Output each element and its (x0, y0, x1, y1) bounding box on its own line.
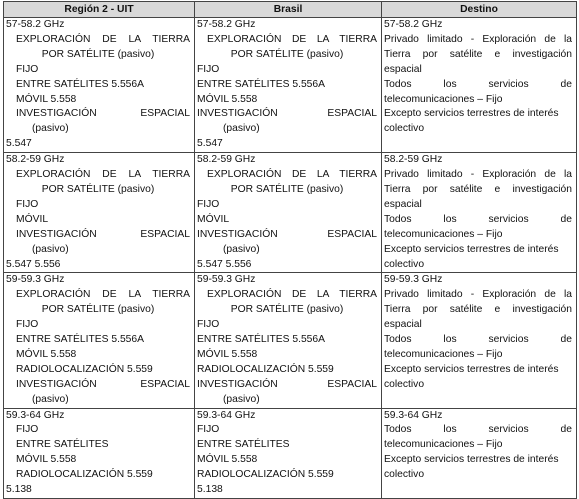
footnote-line: 5.547 (6, 138, 32, 150)
service-line: (pasivo) (223, 123, 260, 135)
service-line: FIJO (16, 424, 39, 436)
destino-line: Privado limitado - Exploración de la Tierra por satélite e investigación espacial (384, 33, 572, 75)
service-line: (pasivo) (32, 243, 69, 255)
service-line: INVESTIGACIÓN ESPACIAL (16, 378, 190, 390)
destino-cell (382, 153, 577, 273)
service-line: ENTRE SATÉLITES 5.556A (197, 78, 325, 90)
band-label: 58.2-59 GHz (6, 154, 65, 166)
service-line: (pasivo) (32, 393, 69, 405)
service-line: MÓVIL 5.558 (16, 348, 77, 360)
service-line: (pasivo) (32, 123, 69, 135)
service-line: RADIOLOCALIZACIÓN 5.559 (197, 363, 334, 375)
service-line: POR SATÉLITE (pasivo) (41, 304, 155, 316)
band-label: 59-59.3 GHz (197, 274, 256, 286)
brasil-cell (195, 153, 382, 273)
header-destino: Destino (382, 2, 577, 18)
service-line: RADIOLOCALIZACIÓN 5.559 (16, 469, 153, 481)
header-region2-uit: Región 2 - UIT (4, 2, 195, 18)
destino-line: Todos los servicios de telecomunicaciones – Fijo (384, 78, 572, 105)
band-label: 59-59.3 GHz (384, 274, 443, 286)
service-line: FIJO (197, 319, 220, 331)
band-label: 57-58.2 GHz (384, 19, 443, 30)
band-label: 57-58.2 GHz (6, 19, 65, 30)
service-line: ENTRE SATÉLITES (197, 439, 290, 451)
destino-line: Todos los servicios de telecomunicaciones – Fijo (384, 424, 572, 451)
service-line: FIJO (16, 319, 39, 331)
service-line: FIJO (197, 424, 220, 436)
destino-line: Excepto servicios terrestres de interés colectivo (384, 243, 559, 270)
band-label: 58.2-59 GHz (197, 154, 256, 166)
service-line: ENTRE SATÉLITES 5.556A (197, 334, 325, 346)
service-line: MÓVIL (16, 213, 49, 225)
service-line: FIJO (197, 198, 220, 210)
band-label: 59-59.3 GHz (6, 274, 65, 286)
brasil-cell (195, 273, 382, 408)
service-line: MÓVIL (197, 213, 230, 225)
service-line: POR SATÉLITE (pasivo) (41, 48, 155, 60)
destino-line: Excepto servicios terrestres de interés colectivo (384, 108, 559, 135)
band-label: 57-58.2 GHz (197, 19, 256, 30)
service-line: ENTRE SATÉLITES 5.556A (16, 334, 144, 346)
service-line: POR SATÉLITE (pasivo) (230, 183, 344, 195)
service-line: FIJO (16, 63, 39, 75)
destino-line: Excepto servicios terrestres de interés colectivo (384, 454, 559, 481)
footnote-line: 5.547 (197, 138, 223, 150)
service-line: MÓVIL 5.558 (197, 93, 258, 105)
header-brasil: Brasil (195, 2, 382, 18)
band-label: 59.3-64 GHz (384, 409, 443, 421)
table-row (4, 273, 577, 408)
service-line: INVESTIGACIÓN ESPACIAL (197, 228, 377, 240)
footnote-line: 5.138 (6, 484, 32, 496)
footnote-line: 5.547 5.556 (6, 258, 61, 270)
service-line: (pasivo) (223, 393, 260, 405)
service-line: MÓVIL 5.558 (197, 348, 258, 360)
service-line: MÓVIL 5.558 (16, 454, 77, 466)
table-row (4, 153, 577, 273)
uit-cell (4, 153, 195, 273)
service-line: POR SATÉLITE (pasivo) (41, 183, 155, 195)
service-line: FIJO (16, 198, 39, 210)
band-label: 58.2-59 GHz (384, 154, 443, 166)
service-line: MÓVIL 5.558 (197, 454, 258, 466)
service-line: EXPLORACIÓN DE LA TIERRA (16, 289, 190, 301)
frequency-allocation-table (3, 1, 577, 499)
destino-line: Todos los servicios de telecomunicaciones – Fijo (384, 213, 572, 240)
service-line: EXPLORACIÓN DE LA TIERRA (16, 33, 190, 45)
service-line: EXPLORACIÓN DE LA TIERRA (207, 169, 377, 181)
service-line: POR SATÉLITE (pasivo) (230, 304, 344, 316)
destino-line: Todos los servicios de telecomunicaciones – Fijo (384, 334, 572, 360)
service-line: EXPLORACIÓN DE LA TIERRA (16, 169, 190, 181)
destino-line: Privado limitado - Exploración de la Tierra por satélite e investigación espacial (384, 289, 572, 331)
service-line: EXPLORACIÓN DE LA TIERRA (207, 289, 377, 301)
destino-cell (382, 273, 577, 408)
service-line: INVESTIGACIÓN ESPACIAL (16, 228, 190, 240)
service-line: RADIOLOCALIZACIÓN 5.559 (16, 363, 153, 375)
band-label: 59.3-64 GHz (6, 409, 65, 421)
band-label: 59.3-64 GHz (197, 409, 256, 421)
service-line: FIJO (197, 63, 220, 75)
service-line: (pasivo) (223, 243, 260, 255)
service-line: EXPLORACIÓN DE LA TIERRA (207, 33, 377, 45)
uit-cell (4, 18, 195, 153)
destino-line: Excepto servicios terrestres de interés colectivo (384, 363, 559, 390)
service-line: RADIOLOCALIZACIÓN 5.559 (197, 469, 334, 481)
destino-cell (382, 18, 577, 153)
brasil-cell (195, 18, 382, 153)
service-line: ENTRE SATÉLITES (16, 439, 109, 451)
service-line: INVESTIGACIÓN ESPACIAL (16, 108, 190, 120)
service-line: POR SATÉLITE (pasivo) (230, 48, 344, 60)
footnote-line: 5.138 (197, 484, 223, 496)
destino-line: Privado limitado - Exploración de la Tierra por satélite e investigación espacial (384, 169, 572, 210)
uit-cell (4, 273, 195, 408)
footnote-line: 5.547 5.556 (197, 258, 252, 270)
service-line: INVESTIGACIÓN ESPACIAL (197, 108, 377, 120)
service-line: MÓVIL 5.558 (16, 93, 77, 105)
service-line: ENTRE SATÉLITES 5.556A (16, 78, 144, 90)
table-row (4, 18, 577, 153)
table-header-row (4, 2, 577, 18)
service-line: INVESTIGACIÓN ESPACIAL (197, 378, 377, 390)
